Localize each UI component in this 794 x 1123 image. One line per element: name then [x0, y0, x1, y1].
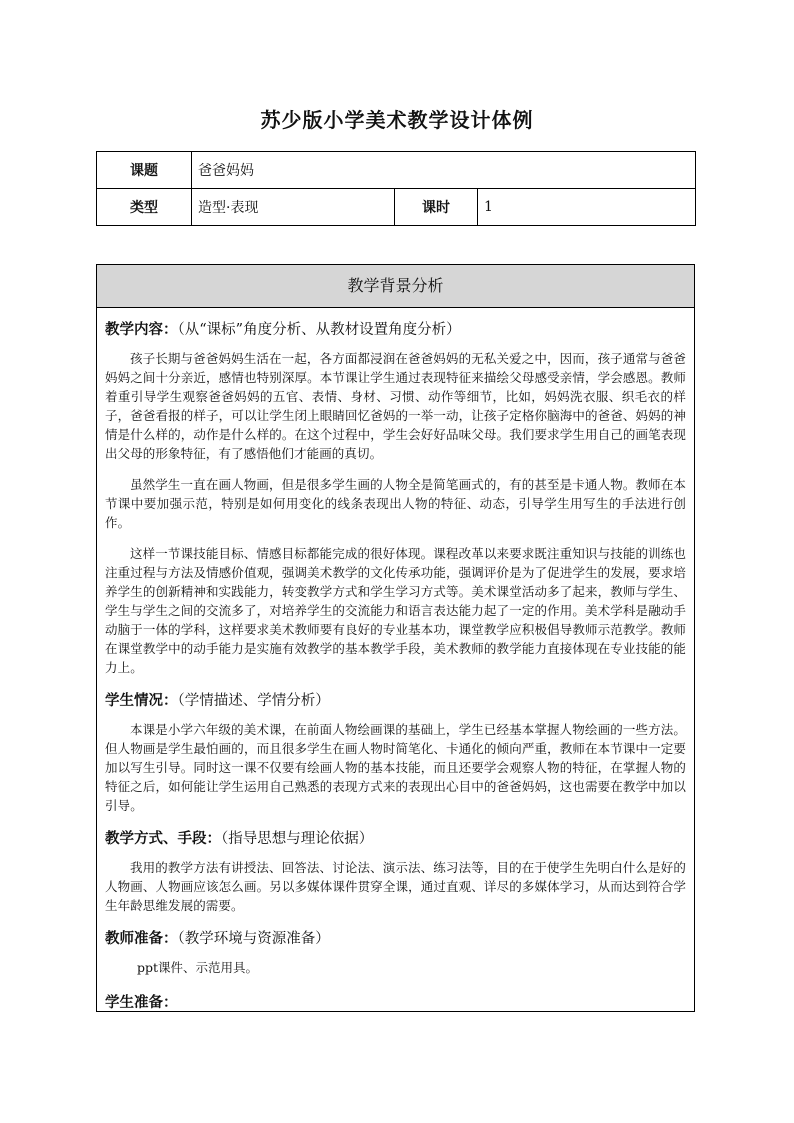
content-paragraph: 这样一节课技能目标、情感目标都能完成的很好体现。课程改革以来要求既注重知识与技能的训练也注重过程与方法及情感价值观，强调美术教学的文化传承功能，强调评价是为了促进学生的发展，要求培养学生的创新精神和实践能力，转变教学方式和学生学习方式等。美术课堂活动多了起来，教师与学生、学生与学生之间的交流多了，对培养学生的交流能力和语言表达能力起了一定的作用。美术学科是融动手动脑于一体的学科，这样要求美术教师要有良好的专业基本功，课堂教学应积极倡导教师示范教学。教师在课堂教学中的动手能力是实施有效教学的基本教学手段，美术教师的教学能力直接体现在专业技能的能力上。 — [105, 546, 686, 675]
teacher-prep-heading: 教师准备： — [105, 931, 178, 947]
section-content — [97, 308, 694, 1012]
content-paragraph: 虽然学生一直在画人物画，但是很多学生画的人物全是简笔画式的，有的甚至是卡通人物。教师在本节课中要加强示范，特别是如何用变化的线条表现出人物的特征、动态，引导学生用写生的手法进行创作。 — [105, 477, 686, 530]
period-label: 课时 — [395, 189, 478, 226]
lesson-meta-table — [96, 151, 696, 226]
topic-row — [97, 152, 696, 189]
topic-label: 课题 — [97, 152, 192, 189]
topic-value: 爸爸妈妈 — [192, 152, 696, 189]
content-heading-line — [105, 318, 686, 339]
students-heading: 学生情况： — [105, 693, 178, 709]
teacher-prep-heading-line — [105, 927, 686, 948]
teacher-prep-note: （教学环境与资源准备） — [177, 931, 330, 947]
student-prep-heading-line — [105, 991, 686, 1012]
type-value: 造型·表现 — [192, 189, 395, 226]
type-row — [97, 189, 696, 226]
methods-heading: 教学方式、手段： — [105, 831, 221, 847]
students-heading-line — [105, 689, 686, 710]
content-heading: 教学内容： — [105, 322, 178, 338]
section-header: 教学背景分析 — [97, 265, 694, 308]
document-title: 苏少版小学美术教学设计体例 — [260, 108, 534, 132]
methods-note: （指导思想与理论依据） — [221, 831, 374, 847]
type-label: 类型 — [97, 189, 192, 226]
content-note: （从“课标”角度分析、从教材设置角度分析） — [177, 322, 461, 338]
teacher-prep-text: ppt课件、示范用具。 — [137, 960, 259, 975]
methods-heading-line — [105, 827, 686, 848]
period-value: 1 — [478, 189, 696, 226]
content-paragraph: 孩子长期与爸爸妈妈生活在一起，各方面都浸润在爸爸妈妈的无私关爱之中，因而，孩子通常与爸爸妈妈之间十分亲近，感情也特别深厚。本节课让学生通过表现特征来描绘父母感受亲情，学会感恩。教师着重引导学生观察爸爸妈妈的五官、表情、身材、习惯、动作等细节，比如，妈妈洗衣服、织毛衣的样子，爸爸看报的样子，可以让学生闭上眼睛回忆爸妈的一举一动，让孩子定格你脑海中的爸爸、妈妈的神情是什么样的，动作是什么样的。在这个过程中，学生会好好品味父母。我们要求学生用自己的画笔表现出父母的形象特征，有了感悟他们才能画的真切。 — [105, 351, 686, 461]
background-analysis-section — [96, 264, 695, 1012]
students-note: （学情描述、学情分析） — [177, 693, 330, 709]
students-paragraph: 本课是小学六年级的美术课，在前面人物绘画课的基础上，学生已经基本掌握人物绘画的一些方法。但人物画是学生最怕画的，而且很多学生在画人物时简笔化、卡通化的倾向严重，教师在本节课中一定要加以写生引导。同时这一课不仅要有绘画人物的基本技能，而且还要学会观察人物的特征，在掌握人物的特征之后，如何能让学生运用自己熟悉的表现方式来的表现出心目中的爸爸妈妈，这也需要在教学中加以引导。 — [105, 722, 686, 813]
student-prep-heading: 学生准备： — [105, 995, 178, 1011]
methods-paragraph: 我用的教学方法有讲授法、回答法、讨论法、演示法、练习法等，目的在于使学生先明白什么是好的人物画、人物画应该怎么画。另以多媒体课件贯穿全课，通过直观、详尽的多媒体学习，从而达到符合学生年龄思维发展的需要。 — [105, 860, 686, 913]
